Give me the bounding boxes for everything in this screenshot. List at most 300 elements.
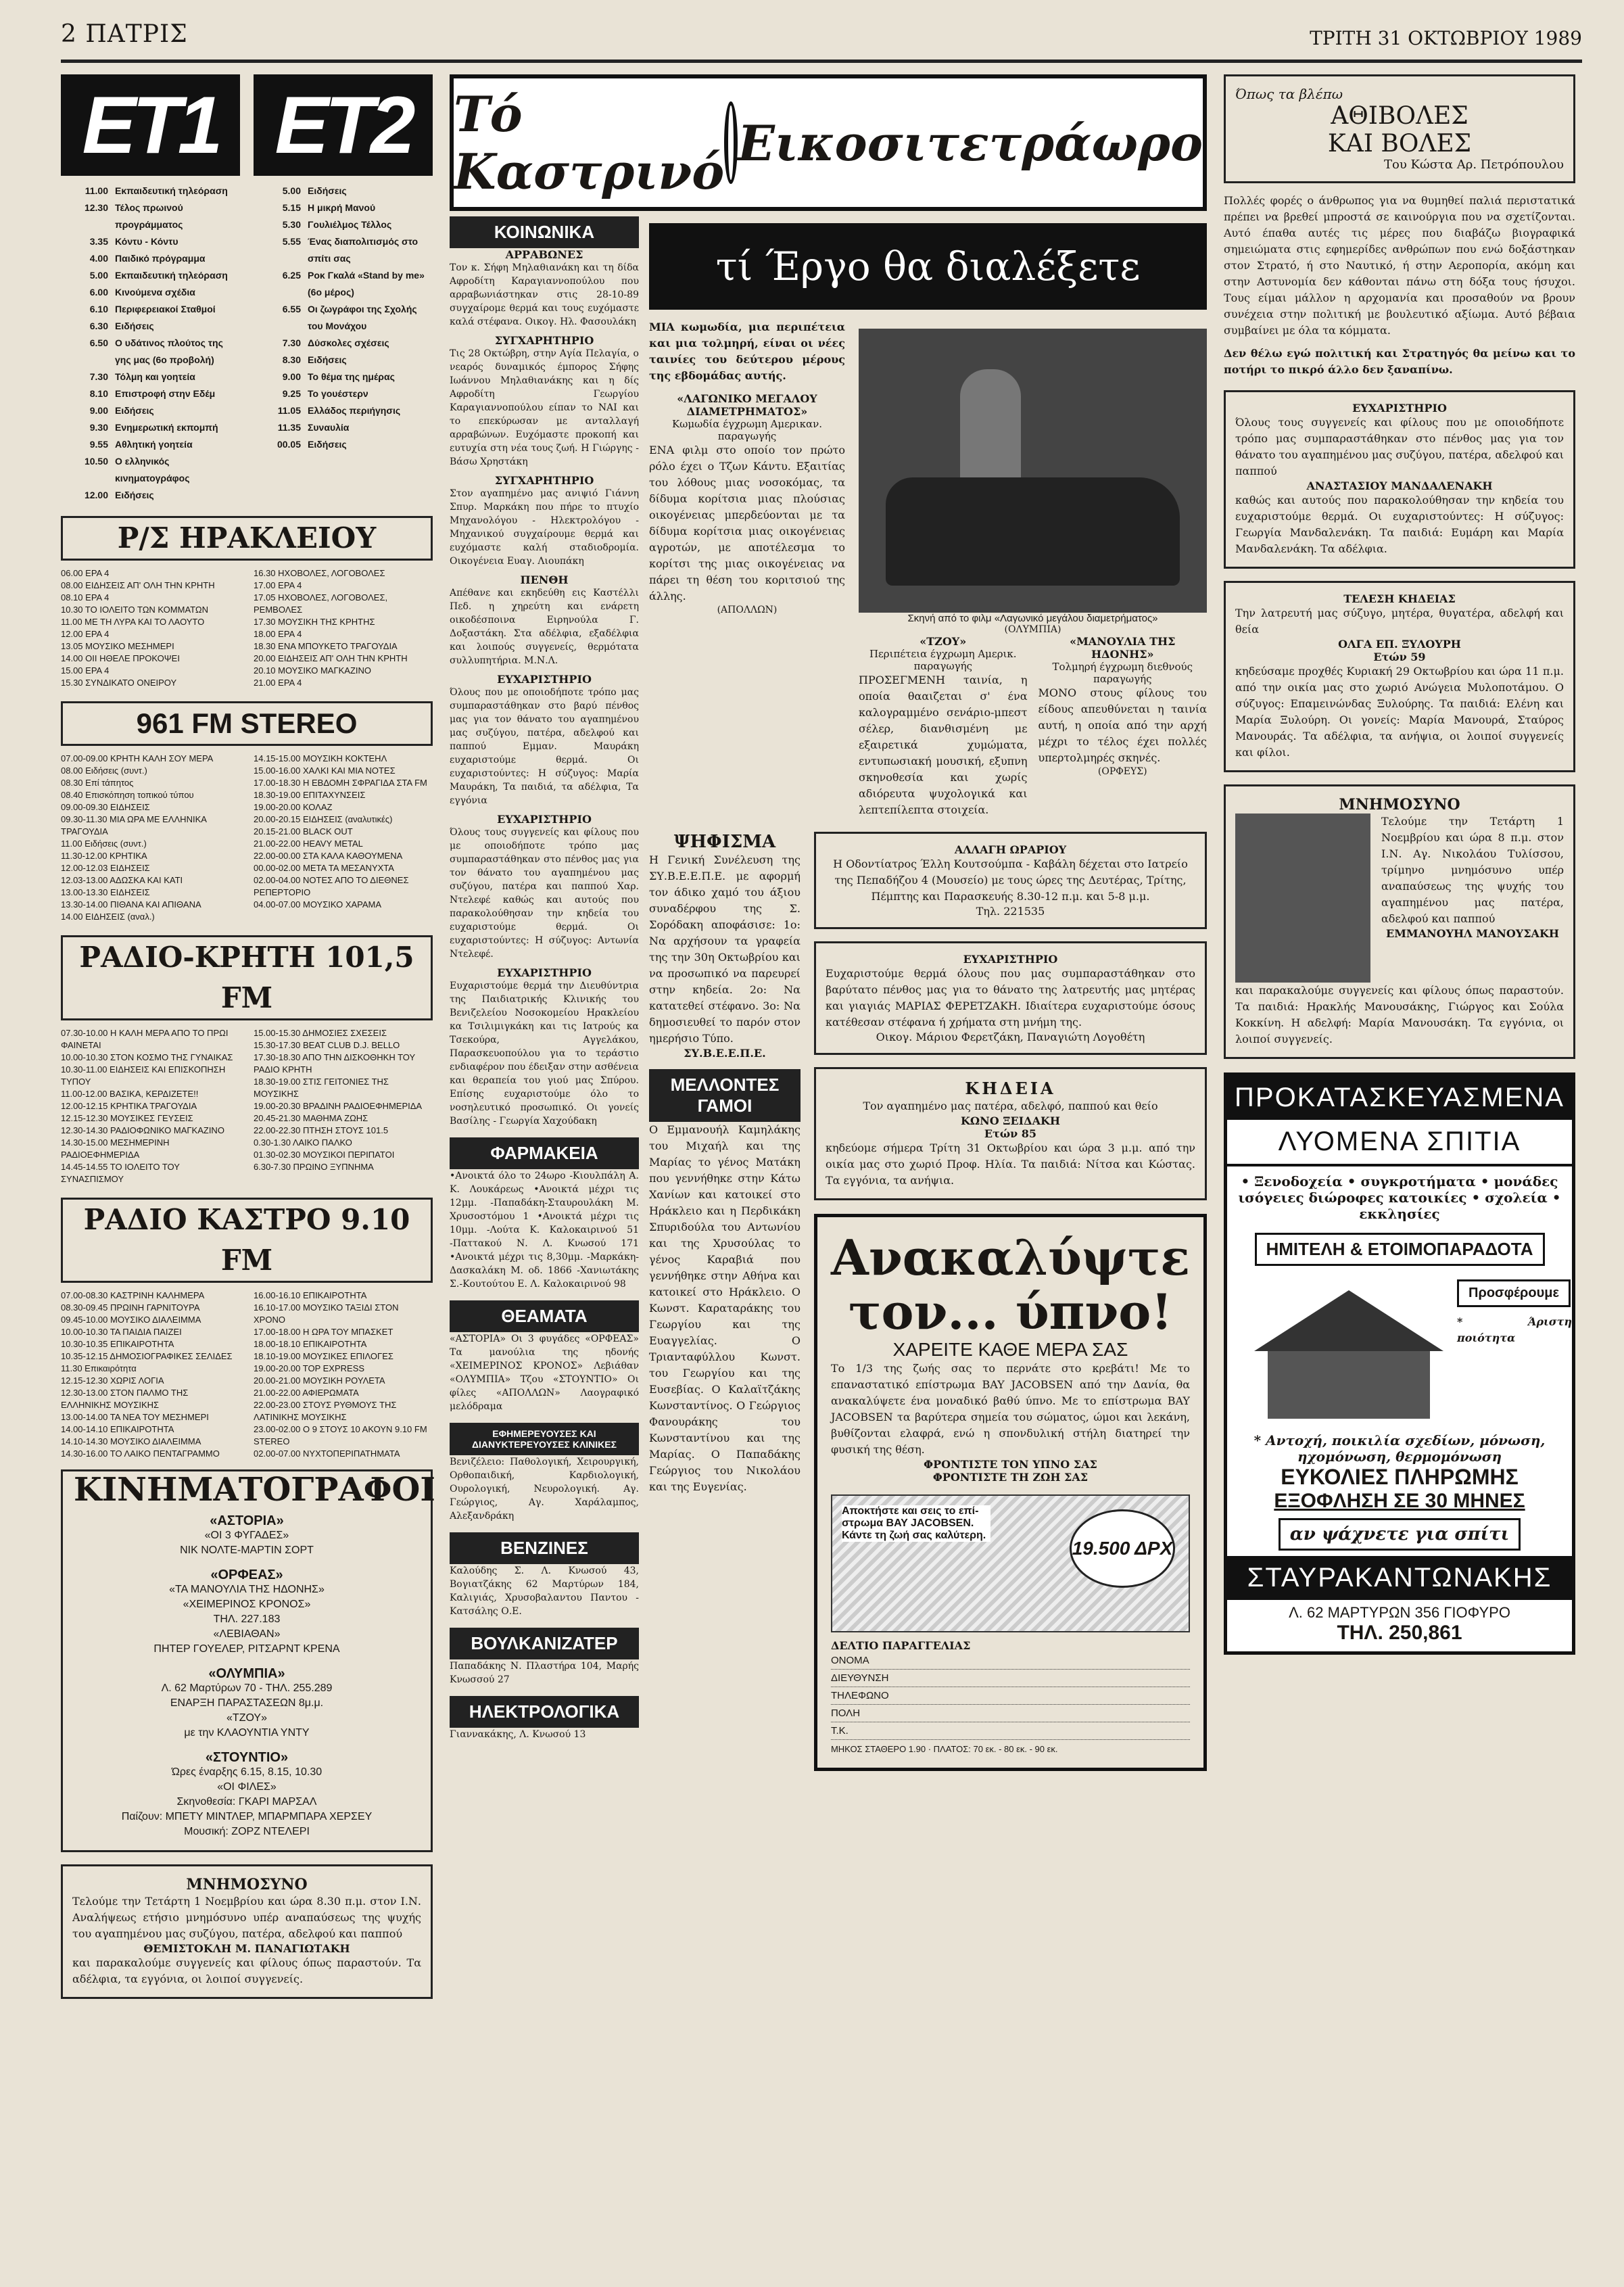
radio-listing-row: 08.10 ΕΡΑ 4 xyxy=(61,592,110,603)
memorial-notice-right xyxy=(1224,784,1575,1059)
tv-listing-row xyxy=(61,284,240,301)
radio-listing-row: 20.45-21.30 ΜΑΘΗΜΑ ΖΩΗΣ xyxy=(254,1113,368,1123)
tv-time: 12.30 xyxy=(84,202,108,213)
teleti-title: ΤΕΛΕΣΗ ΚΗΔΕΙΑΣ xyxy=(1343,592,1456,605)
cinema-line: «ΛΕΒΙΑΘΑΝ» xyxy=(213,1628,281,1640)
gamoi-label: ΜΕΛΛΟΝΤΕΣ ΓΑΜΟΙ xyxy=(649,1069,801,1122)
cinema-name: «ΟΡΦΕΑΣ» xyxy=(210,1567,283,1582)
right-column xyxy=(1224,74,1575,2272)
tv-listing-row xyxy=(61,250,240,267)
radio-listing-row: 21.00 ΕΡΑ 4 xyxy=(254,678,302,688)
cinema-line: «ΤΖΟΥ» xyxy=(226,1712,267,1724)
cinema-name: «ΟΛΥΜΠΙΑ» xyxy=(208,1666,285,1681)
kideia-name: ΚΩΝΟ ΞΕΙΔΑΚΗ xyxy=(960,1114,1061,1127)
kideia-rest: κηδεύομε σήμερα Τρίτη 31 Οκτωβρίου και ώρα 3 μ.μ. από την οικία μας στο χωριό Προφ. Ηλία. Τα παιδιά: Νίτσα και Κώστας. Τα εγγόνια, τα ανήψια. xyxy=(825,1141,1195,1187)
right-notices xyxy=(814,832,1207,1771)
movies-intro: ΜΙΑ κωμωδία, μια περιπέτεια και μια τολμηρή, είναι οι νέες ταινίες του δεύτερου μέρους της εβδομάδας αυτής. xyxy=(649,321,845,382)
coupon-field[interactable]: ΟΝΟΜΑ xyxy=(831,1652,1190,1670)
radio-listing-row: 16.30 ΗΧΟΒΟΛΕΣ, ΛΟΓΟΒΟΛΕΣ xyxy=(254,568,385,578)
credit-apollon: (ΑΠΟΛΛΩΝ) xyxy=(717,605,778,615)
tv-time: 8.10 xyxy=(89,388,108,399)
cinema-line: Λ. 62 Μαρτύρων 70 - ΤΗΛ. 255.289 xyxy=(161,1682,333,1694)
teleti-name: ΟΛΓΑ ΕΠ. ΞΥΛΟΥΡΗ xyxy=(1338,638,1461,651)
radio-listing-row: 09.00-09.30 ΕΙΔΗΣΕΙΣ xyxy=(61,802,150,812)
tv-listing-row xyxy=(61,419,240,436)
tv-time: 4.00 xyxy=(89,253,108,264)
radio-listing-row: 10.30 ΤΟ ΙΟΛΕΙΤΟ ΤΩΝ ΚΟΜΜΑΤΩΝ xyxy=(61,605,208,615)
radio-listing-row: 11.30 Επικαιρότητα xyxy=(61,1363,137,1373)
radio-listing-row: 12.03-13.00 ΑΔΩΣΚΑ ΚΑΙ ΚΑΤΙ xyxy=(61,875,183,885)
radio-listing-row: 22.00-00.00 ΣΤΑ ΚΑΛΑ ΚΑΘΟΥΜΕΝΑ xyxy=(254,851,403,861)
radio-listing-row: 07.00-08.30 ΚΑΣΤΡΙΝΗ ΚΑΛΗΜΕΡΑ xyxy=(61,1290,205,1300)
tv-time: 6.50 xyxy=(89,337,108,348)
tv-program: Το γουέστερν xyxy=(308,388,368,399)
houses-search: αν ψάχνετε για σπίτι xyxy=(1279,1518,1521,1551)
farmakeia-label: ΦΑΡΜΑΚΕΙΑ xyxy=(450,1137,639,1169)
radio-listing-row: 17.00-18.00 Η ΩΡΑ ΤΟΥ ΜΠΑΣΚΕΤ xyxy=(254,1327,393,1337)
film3-text: ΜΟΝΟ στους φίλους του είδους απευθύνεται η ταινία αυτή, η οποία από την αρχή μέχρι το τέλος έχει πολλές υπερτολμηρές σκηνές. xyxy=(1038,686,1207,764)
ert2-schedule xyxy=(254,183,433,453)
radio-listing-row: 17.30-18.30 ΑΠΟ ΤΗΝ ΔΙΣΚΟΘΗΚΗ ΤΟΥ ΡΑΔΙΟ ΚΡΗΤΗ xyxy=(254,1052,415,1075)
radio-listing-row: 02.00-07.00 ΝΥΧΤΟΠΕΡΙΠΑΤΗΜΑΤΑ xyxy=(254,1448,400,1459)
tv-listing-row xyxy=(254,267,433,301)
tv-program: Κόντυ - Κόντυ xyxy=(115,236,178,247)
radio-listing-row: 08.30-09.45 ΠΡΩΙΝΗ ΓΑΡΝΙΤΟΥΡΑ xyxy=(61,1302,200,1313)
tv-listing-row xyxy=(254,183,433,199)
arravones-text: Τον κ. Σήφη Μηλαθιανάκη και τη δίδα Αφροδίτη Καραγιαννοπούλου που αρραβωνιάστηκαν στις 28-10-89 συγχαίρομε θερμά και τους ευχόμαστε καλά στέφανα. Οικογ. Ηλ. Φασουλάκη xyxy=(450,262,639,327)
houses-head-2: ΛΥΟΜΕΝΑ ΣΠΙΤΙΑ xyxy=(1227,1120,1572,1166)
ert1-block xyxy=(61,74,240,504)
tv-listing-row xyxy=(61,335,240,369)
tv-listing-row xyxy=(254,369,433,385)
vulkanizater-text: Παπαδάκης Ν. Πλαστήρα 104, Μαρής Κνωσσού 27 xyxy=(450,1661,639,1685)
penthi-heading: ΠΕΝΘΗ xyxy=(520,573,569,586)
radio-listing-row: 11.30-12.00 ΚΡΗΤΙΚΑ xyxy=(61,851,147,861)
tv-listing-row xyxy=(61,183,240,199)
film2-sub: Περιπέτεια έγχρωμη Αμερικ. παραγωγής xyxy=(869,648,1017,672)
houses-q1: * Άριστη ποιότητα xyxy=(1457,1315,1572,1344)
coupon-title: ΔΕΛΤΙΟ ΠΑΡΑΓΓΕΛΙΑΣ xyxy=(830,1639,971,1652)
kideia-text: Τον αγαπημένο μας πατέρα, αδελφό, παππού και θείο xyxy=(863,1100,1158,1112)
tv-program: Ειδήσεις xyxy=(115,321,154,331)
tv-program: Συναυλία xyxy=(308,422,350,433)
tv-listing-row xyxy=(254,233,433,267)
radio-listing-row: 17.00-18.30 Η ΕΒΔΟΜΗ ΣΦΡΑΓΙΔΑ ΣΤΑ FM xyxy=(254,778,427,788)
issue-date: ΤΡΙΤΗ 31 ΟΚΤΩΒΡΙΟΥ 1989 xyxy=(1310,27,1582,49)
radio-listing-row: 18.00 ΕΡΑ 4 xyxy=(254,629,302,639)
photo-caption: Σκηνή από το φιλμ «Λαγωνικό μεγάλου διαμετρήματος» xyxy=(907,613,1158,624)
tv-time: 5.30 xyxy=(282,219,301,230)
banner-right-text: Εικοσιτετράωρο xyxy=(737,114,1203,172)
radio-listing-row: 0.30-1.30 ΛΑΙΚΟ ΠΑΛΚΟ xyxy=(254,1137,352,1148)
tv-time: 9.00 xyxy=(89,405,108,416)
radio-listing-row: 20.10 ΜΟΥΣΙΚΟ ΜΑΓΚΑΖΙΝΟ xyxy=(254,665,372,676)
radio-listing-row: 14.30-15.00 ΜΕΣΗΜΕΡΙΝΗ ΡΑΔΙΟΕΦΗΜΕΡΙΔΑ xyxy=(61,1137,170,1160)
houses-phone: ΤΗΛ. 250,861 xyxy=(1337,1622,1462,1644)
ert1-logo: ΕΤ1 xyxy=(61,74,240,176)
radio-listing-row: 20.00-21.00 ΜΟΥΣΙΚΗ ΡΟΥΛΕΤΑ xyxy=(254,1375,385,1386)
tv-time: 5.15 xyxy=(282,202,301,213)
sygxaritirio2-heading: ΣΥΓΧΑΡΗΤΗΡΙΟ xyxy=(494,474,594,487)
tv-program: Αθλητική γοητεία xyxy=(115,439,193,450)
radio-listing-row: 11.00 Ειδήσεις (συντ.) xyxy=(61,839,147,849)
cinema-line: «ΟΙ ΦΙΛΕΣ» xyxy=(217,1781,277,1793)
radio-listing-row: 12.00 ΕΡΑ 4 xyxy=(61,629,110,639)
house-wall xyxy=(1268,1351,1430,1419)
kastrino-banner xyxy=(450,74,1207,211)
cinema-entries xyxy=(74,1513,420,1839)
radio-listing-row: 22.00-22.30 ΠΤΗΣΗ ΣΤΟΥΣ 101.5 xyxy=(254,1125,389,1135)
radio-listing-row: 19.00-20.00 ΚΟΛΑΖ xyxy=(254,802,333,812)
tv-program: Ροκ Γκαλά «Stand by me» (6ο μέρος) xyxy=(308,270,425,298)
radio-listing-row: 15.00 ΕΡΑ 4 xyxy=(61,665,110,676)
kastro-title: ΡΑΔΙΟ ΚΑΣΤΡΟ 9.10 FM xyxy=(61,1198,433,1283)
teleti-text: Την λατρευτή μας σύζυγο, μητέρα, θυγατέρα, αδελφή και θεία xyxy=(1235,607,1564,636)
tv-time: 6.25 xyxy=(282,270,301,281)
eyxaristirio3-text: Ευχαριστούμε θερμά την Διευθύντρια της Παιδιατρικής Κλινικής του Βενιζελείου Νοσοκομείου Ηρακλείου κα Τσιλιμιγκάκη και τις Ιατρούς κα Τσεκούρα, Αγγελάκου, Παρασκευοπούλου για το τεράστιο ενδιαφέρον που έδειξαν στην ασθένεια και θεραπεία του γιού μας Σπύρου. Επίσης ευχαριστούμε όλο το νοσηλευτικό προσωπικό. Οι γονείς Βασίλης - Γεωργία Χαχούδακη xyxy=(450,981,639,1127)
tv-program: Γουλιέλμος Τέλλος xyxy=(308,219,392,230)
radiokriti-schedule xyxy=(61,1027,433,1185)
radio-listing-row: 19.00-20.30 ΒΡΑΔΙΝΗ ΡΑΔΙΟΕΦΗΜΕΡΙΔΑ xyxy=(254,1101,423,1111)
koinonika-label: ΚΟΙΝΩΝΙΚΑ xyxy=(450,216,639,248)
penthi-text: Απέθανε και εκηδεύθη εις Καστέλλι Πεδ. η χηρεύτη και ενάρετη οικοδέσποινα Ειρηνούλα Γ. Δοξαστάκη. Στα αδέλφια, εξαδέλφια και λοιπούς συγγενείς, θερμότατα συλλυπητήρια. Μ.Ν.Λ. xyxy=(450,588,639,666)
radio-listing-row: 21.00-22.00 ΑΦΙΕΡΩΜΑΤΑ xyxy=(254,1388,359,1398)
memorial-name: ΘΕΜΙΣΤΟΚΛΗ Μ. ΠΑΝΑΓΙΩΤΑΚΗ xyxy=(143,1942,350,1955)
radio-listing-row: 15.00-16.00 ΧΑΛΚΙ ΚΑΙ ΜΙΑ ΝΟΤΕΣ xyxy=(254,765,396,776)
radio-listing-row: 14.45-14.55 ΤΟ ΙΟΛΕΙΤΟ ΤΟΥ ΣΥΝΑΣΠΙΣΜΟΥ xyxy=(61,1162,180,1184)
cinema-title: ΚΙΝΗΜΑΤΟΓΡΑΦΟΙ xyxy=(74,1471,435,1509)
tv-time: 00.05 xyxy=(277,439,301,450)
radio-listing-row: 15.00-15.30 ΔΗΜΟΣΙΕΣ ΣΧΕΣΕΙΣ xyxy=(254,1028,387,1038)
tv-listing-row xyxy=(61,453,240,487)
tv-listing-row xyxy=(254,419,433,436)
tv-time: 12.00 xyxy=(84,490,108,500)
tv-time: 5.00 xyxy=(282,185,301,196)
cinema-line: «ΤΑ ΜΑΝΟΥΛΙΑ ΤΗΣ ΗΔΟΝΗΣ» xyxy=(169,1584,325,1595)
cinema-line: «ΟΙ 3 ΦΥΓΑΔΕΣ» xyxy=(204,1530,289,1541)
column-bold-end: Δεν θέλω εγώ πολιτική και Στρατηγός θα μείνω και το ποτήρι το πικρό άλλο δεν ξαναπίνω. xyxy=(1224,347,1575,376)
tv-time: 9.55 xyxy=(89,439,108,450)
schedule-change-notice xyxy=(814,832,1207,929)
eyx-mandal-rest: καθώς και αυτούς που παρακολούθησαν την κηδεία του ευχαριστούμε θερμά. Οι ευχαριστούντες: Η σύζυγος: Γεωργία Μανδαλενάκη. Τα παιδιά: Ευμάρη και Μαρία Μανδαλενάκη. Τα αδέλφια. xyxy=(1235,494,1564,555)
tv-listing-row xyxy=(61,402,240,419)
radio-listing-row: 10.35-12.15 ΔΗΜΟΣΙΟΓΡΑΦΙΚΕΣ ΣΕΛΙΔΕΣ xyxy=(61,1351,233,1361)
coupon-fields xyxy=(831,1652,1190,1740)
tv-time: 6.55 xyxy=(282,304,301,314)
film3-title: «ΜΑΝΟΥΛΙΑ ΤΗΣ ΗΔΟΝΗΣ» xyxy=(1070,635,1176,661)
radio-listing-row: 12.30-14.30 ΡΑΔΙΟΦΩΝΙΚΟ ΜΑΓΚΑΖΙΝΟ xyxy=(61,1125,224,1135)
tv-listing-row xyxy=(61,369,240,385)
ad-offer: Αποκτήστε και σεις το επί-στρωμα BAY JACOBSEN. Κάντε τη ζωή σας καλύτερη. xyxy=(842,1505,990,1542)
radio-listing-row: 20.00-20.15 ΕΙΔΗΣΕΙΣ (αναλυτικές) xyxy=(254,814,393,824)
radio-listing-row: 09.45-10.00 ΜΟΥΣΙΚΟ ΔΙΑΛΕΙΜΜΑ xyxy=(61,1315,201,1325)
tv-time: 9.30 xyxy=(89,422,108,433)
houses-pay-2: ΕΞΟΦΛΗΣΗ ΣΕ 30 ΜΗΝΕΣ xyxy=(1274,1490,1525,1512)
tv-program: Ειδήσεις xyxy=(308,354,347,365)
sygxaritirio2-text: Στον αγαπημένο μας ανιψιό Γιάννη Σπυρ. Μαρκάκη που πήρε το πτυχίο Μηχανολόγου - Ηλεκτρολόγου - Μηχανικού συγχαίρουμε θερμά και ευχόμαστε καλή σταδιοδρομία. Οικογένεια Ευαγ. Λιουπάκη xyxy=(450,488,639,567)
radio-listing-row: 20.00 ΕΙΔΗΣΕΙΣ ΑΠ' ΟΛΗ ΤΗΝ ΚΡΗΤΗ xyxy=(254,653,408,663)
gamoi-text: Ο Εμμανουήλ Καμηλάκης του Μιχαήλ και της Μαρίας το γένος Ματάκη που γεννήθηκε στην Κάτω Χανίων και κατοικεί στο Ηράκλειο και η Περδικάκη Σπυριδούλα του Αντωνίου και της Χρυσούλας το γένος Καραβιά που γεννήθηκε στην Αθήνα και κατοικεί στο Ηράκλειο. Ο Κωνστ. Καραταράκης του Γεωργίου και της Ευαγγελίας. Ο Τριανταφύλλου Κωνστ. του Γεωργίου και της Ευσεβίας. Ο Καλαϊτζάκης Κωνσταντίνος. Ο Γεώργιος Φανουράκης του Κωνσταντίνου και της Μαρίας. Ο Παπαδάκης Γεώργιος του Νικολάου και της Ευγενίας. xyxy=(649,1123,801,1493)
credit-orfeas: (ΟΡΦΕΥΣ) xyxy=(1097,766,1147,777)
houses-addr: Λ. 62 ΜΑΡΤΥΡΩΝ 356 ΓΙΟΦΥΡΟ xyxy=(1289,1604,1510,1621)
column-author: Του Κώστα Αρ. Πετρόπουλου xyxy=(1384,158,1564,172)
film3-sub: Τολμηρή έγχρωμη διεθνούς παραγωγής xyxy=(1052,661,1193,685)
radio-listing-row: 15.30-17.30 BEAT CLUB D.J. BELLO xyxy=(254,1040,400,1050)
film1-title: «ΛΑΓΩΝΙΚΟ ΜΕΓΑΛΟΥ ΔΙΑΜΕΤΡΗΜΑΤΟΣ» xyxy=(677,392,817,418)
sygxaritirio1-heading: ΣΥΓΧΑΡΗΤΗΡΙΟ xyxy=(494,334,594,347)
ad-headline-2: τον... ύπνο! xyxy=(849,1283,1172,1340)
radio-listing-row: 09.30-11.30 ΜΙΑ ΩΡΑ ΜΕ ΕΛΛΗΝΙΚΑ ΤΡΑΓΟΥΔΙΑ xyxy=(61,814,207,836)
radio-listing-row: 06.00 ΕΡΑ 4 xyxy=(61,568,110,578)
tv-listing-row xyxy=(61,233,240,250)
radio-listing-row: 10.00-10.30 ΣΤΟΝ ΚΟΣΜΟ ΤΗΣ ΓΥΝΑΙΚΑΣ xyxy=(61,1052,233,1062)
tv-program: Ειδήσεις xyxy=(308,439,347,450)
coupon-field[interactable]: ΔΙΕΥΘΥΝΣΗ xyxy=(831,1670,1190,1687)
house-illustration xyxy=(1241,1277,1443,1425)
teleti-age: Ετών 59 xyxy=(1373,651,1426,663)
funeral-notice-center xyxy=(814,1067,1207,1200)
radio-listing-row: 13.00-13.30 ΕΙΔΗΣΕΙΣ xyxy=(61,887,150,897)
radio-listing-row: 21.00-22.00 HEAVY METAL xyxy=(254,839,363,849)
mnimosyno-right-rest: και παρακαλούμε συγγενείς και φίλους όπως παραστούν. Τα παιδιά: Ηρακλής Μανουσάκης, Γιώργος και Σούλα Κοκκίνη. Η αδελφή: Μαρία Μανουσάκη. Τα εγγόνια, οι λοιποί συγγενείς. xyxy=(1235,984,1564,1045)
cinema-line: ΕΝΑΡΞΗ ΠΑΡΑΣΤΑΣΕΩΝ 8μ.μ. xyxy=(170,1697,324,1709)
radio-listing-row: 17.00 ΕΡΑ 4 xyxy=(254,580,302,590)
cinema-line: με την ΚΛΑΟΥΝΤΙΑ ΥΝΤΥ xyxy=(184,1727,310,1739)
houses-offer: Προσφέρουμε xyxy=(1457,1279,1571,1307)
mnimosyno-right-text: Τελούμε την Τετάρτη 1 Νοεμβρίου και ώρα 8 π.μ. στον Ι.Ν. Αγ. Νικολάου Τυλίσσου, τρίμηνο μνημόσυνο υπέρ αναπαύσεως της ψυχής του αγαπημένου μας πατέρα, αδελφού και παππού xyxy=(1381,815,1564,925)
radio-listing-row: 20.15-21.00 BLACK OUT xyxy=(254,826,353,836)
tv-program: Ειδήσεις xyxy=(115,405,154,416)
houses-line-1: • Ξενοδοχεία • συγκροτήματα • μονάδες ισόγειες διώροφες κατοικίες • σχολεία • εκκλησίες xyxy=(1238,1173,1561,1222)
film-still-photo xyxy=(859,329,1207,613)
tv-listing-row xyxy=(61,267,240,284)
ert2-logo: ΕΤ2 xyxy=(254,74,433,176)
coupon-field[interactable]: ΠΟΛΗ xyxy=(831,1705,1190,1722)
radio-listing-row: 08.00 Ειδήσεις (συντ.) xyxy=(61,765,147,776)
tv-program: Ειδήσεις xyxy=(115,490,154,500)
movies-column xyxy=(649,203,1207,2265)
cinema-line: Παίζουν: ΜΠΕΤΥ ΜΙΝΤΛΕΡ, ΜΠΑΡΜΠΑΡΑ ΧΕΡΣΕΥ xyxy=(121,1811,373,1822)
radio-listing-row: 18.30-19.00 ΣΤΙΣ ΓΕΙΤΟΝΙΕΣ ΤΗΣ ΜΟΥΣΙΚΗΣ xyxy=(254,1077,389,1099)
tv-listing-row xyxy=(254,402,433,419)
portrait-photo xyxy=(1235,814,1370,983)
radio-listing-row: 15.30 ΣΥΝΔΙΚΑΤΟ ΟΝΕΙΡΟΥ xyxy=(61,678,177,688)
houses-company: ΣΤΑΥΡΑΚΑΝΤΩΝΑΚΗΣ xyxy=(1227,1556,1572,1600)
ad-headline-1: Ανακαλύψτε xyxy=(830,1229,1190,1286)
tv-time: 5.55 xyxy=(282,236,301,247)
memorial-text: Τελούμε την Τετάρτη 1 Νοεμβρίου και ώρα 8.30 π.μ. στον Ι.Ν. Αναλήψεως ετήσιο μνημόσυνο υπέρ αναπαύσεως της ψυχής του αγαπημένου μας συζύγου, πατέρα, αδελφού και παππού xyxy=(72,1895,421,1940)
tv-listing-row xyxy=(61,199,240,233)
radio-listing-row: 10.00-10.30 ΤΑ ΠΑΙΔΙΑ ΠΑΙΖΕΙ xyxy=(61,1327,182,1337)
tv-time: 6.10 xyxy=(89,304,108,314)
cinema-line: Ώρες έναρξης 6.15, 8.15, 10.30 xyxy=(171,1766,323,1778)
kideia-title: ΚΗΔΕΙΑ xyxy=(965,1079,1056,1098)
ert1-schedule xyxy=(61,183,240,504)
mnimosyno-right-title: ΜΝΗΜΟΣΥΝΟ xyxy=(1339,796,1460,814)
column-kicker: Όπως τα βλέπω xyxy=(1235,86,1343,102)
memorial-notice-left xyxy=(61,1864,433,1999)
radio-listing-row: 12.15-12.30 ΜΟΥΣΙΚΕΣ ΓΕΥΣΕΙΣ xyxy=(61,1113,193,1123)
houses-semi: ΗΜΙΤΕΛΗ & ΕΤΟΙΜΟΠΑΡΑΔΟΤΑ xyxy=(1255,1233,1545,1266)
radio-listing-row: 02.00-04.00 ΝΟΤΕΣ ΑΠΟ ΤΟ ΔΙΕΘΝΕΣ ΡΕΠΕΡΤΟΡΙΟ xyxy=(254,875,409,897)
sygxaritirio1-text: Τις 28 Οκτώβρη, στην Αγία Πελαγία, ο νεαρός δυναμικός έμπορος Σήφης Ιωάννου Μηλαθιανάκης και η δίς Αφροδίτη Γεωργίου Καραγιαννοπούλου είπαν το ΝΑΙ και το επεκύρωσαν με ανταλλαγή αρραβώνων. Ευχόμαστε προκοπή και ευτυχία στη νέα τους ζωή. Η Γιώργης - Βάσω Χρηστάκη xyxy=(450,348,639,467)
tv-listing-row xyxy=(254,352,433,369)
psifisma-title: ΨΗΦΙΣΜΑ xyxy=(673,832,776,852)
radio-heraklion-schedule xyxy=(61,567,433,689)
tv-program: Το θέμα της ημέρας xyxy=(308,371,395,382)
radiokriti-title: ΡΑΔΙΟ-ΚΡΗΤΗ 101,5 FM xyxy=(61,935,433,1020)
thanks-mandalenaki xyxy=(1224,390,1575,569)
radio-listing-row: 14.00-14.10 ΕΠΙΚΑΙΡΟΤΗΤΑ xyxy=(61,1424,174,1434)
tv-time: 3.35 xyxy=(89,236,108,247)
tv-time: 11.35 xyxy=(277,422,301,433)
movie-photo-block xyxy=(859,319,1207,818)
radio-listing-row: 13.30-14.00 ΠΙΘΑΝΑ ΚΑΙ ΑΠΙΘΑΝΑ xyxy=(61,899,201,910)
tv-program: Τόλμη και γοητεία xyxy=(115,371,195,382)
tv-listing-row xyxy=(254,436,433,453)
eyx-maria-title: ΕΥΧΑΡΙΣΤΗΡΙΟ xyxy=(963,953,1058,966)
radio-listing-row: 16.10-17.00 ΜΟΥΣΙΚΟ ΤΑΞΙΔΙ ΣΤΟΝ ΧΡΟΝΟ xyxy=(254,1302,399,1325)
radio-listing-row: 04.00-07.00 ΜΟΥΣΙΚΟ ΧΑΡΑΜΑ xyxy=(254,899,382,910)
psifisma-text: Η Γενική Συνέλευση της ΣΥ.Β.Ε.Ε.Π.Ε. με αφορμή τον άδικο χαμό του άξιου συναδέρφου της Σ. Σορόδακη αποφάσισε: 1ο: Να αρχήσουν τα γραφεία της την 30η Οκτωβρίου και να προσωπικό να παρευρεί στην κηδεία. 2ο: Να κατατεθεί στέφανο. 3ο: Να δημοσιευθεί το παρόν στον ημερήσιο Τύπο. xyxy=(649,853,801,1045)
eyx-maria-sign: Οικογ. Μάριου Φερετζάκη, Παναγιώτη Λογοθέτη xyxy=(876,1031,1145,1043)
theamata-text: «ΑΣΤΟΡΙΑ» Οι 3 φυγάδες «ΟΡΦΕΑΣ» Τα μανούλια της ηδονής «ΧΕΙΜΕΡΙΝΟΣ ΚΡΟΝΟΣ» Λεβιάθαν «ΟΛΥΜΠΙΑ» Τζου «ΣΤΟΥΝΤΙΟ» Οι φίλες «ΑΠΟΛΛΩΝ» Λαογραφικό μελόδραμα xyxy=(450,1334,639,1412)
radio-listing-row: 14.30-16.00 ΤΟ ΛΑΙΚΟ ΠΕΝΤΑΓΡΑΜΜΟ xyxy=(61,1448,220,1459)
tv-program: Οι ζωγράφοι της Σχολής του Μονάχου xyxy=(308,304,417,331)
tv-program: Η μικρή Μανού xyxy=(308,202,376,213)
mattress-ad xyxy=(814,1214,1207,1771)
listings-column xyxy=(61,74,433,2272)
radio-listing-row: 18.30 ΕΝΑ ΜΠΟΥΚΕΤΟ ΤΡΑΓΟΥΔΙΑ xyxy=(254,641,398,651)
tv-listing-row xyxy=(254,385,433,402)
radio-listing-row: 14.15-15.00 ΜΟΥΣΙΚΗ ΚΟΚΤΕΗΛ xyxy=(254,753,387,763)
coupon-field[interactable]: Τ.Κ. xyxy=(831,1722,1190,1740)
eyxaristirio1-text: Όλους που με οποιοδήποτε τρόπο μας συμπαραστάθηκαν στο βαρύ πένθος μας για τον θάνατο του αγαπημένου μας συζύγου, πατέρα, αδελφού και παππού Εμμαν. Μαυράκη ευχαριστούμε θερμά. Οι ευχαριστούντες: Η σύζυγος: Μαρία Μαυράκη, Τα παιδιά, τα αδέλφια, Τα εγγόνια xyxy=(450,687,639,806)
tv-program: Ειδήσεις xyxy=(308,185,347,196)
tv-time: 9.25 xyxy=(282,388,301,399)
houses-pay: ΕΥΚΟΛΙΕΣ ΠΛΗΡΩΜΗΣ xyxy=(1281,1465,1519,1489)
car-figure xyxy=(886,477,1180,586)
tv-time: 6.30 xyxy=(89,321,108,331)
thanks-feretzaki xyxy=(814,941,1207,1055)
tv-time: 7.30 xyxy=(89,371,108,382)
vulkanizater-label: ΒΟΥΛΚΑΝΙΖΑΤΕΡ xyxy=(450,1628,639,1659)
farmakeia-text: •Ανοικτά όλο το 24ωρο -Κιουλπάλη Α. Κ. Λουκάρεως •Ανοικτά μέχρι τις 12μμ. -Παπαδάκη-Σταυρουλάκη Μ. Χρυσοστόμου 1 •Ανοικτά μέχρι τις 10μμ. -Λούτα Κ. Καλοκαιρινού 51 -Παττακού Ν. Λ. Κνωσού 171 •Ανοικτά μέχρι τις 8,30μμ. -Μαρκάκη-Δασκαλάκη Μ. οδ. 1866 -Χανιωτάκης Σ.-Κουτούτου Ε. Λ. Καλοκαιρινού 98 xyxy=(450,1171,639,1290)
tv-time: 6.00 xyxy=(89,287,108,298)
tv-program: Εκπαιδευτική τηλεόραση xyxy=(115,185,228,196)
radio-listing-row: 17.30 ΜΟΥΣΙΚΗ ΤΗΣ ΚΡΗΤΗΣ xyxy=(254,617,375,627)
radio-listing-row: 08.30 Επί τάπητος xyxy=(61,778,134,788)
tv-listing-row xyxy=(254,301,433,335)
tv-listing-row xyxy=(254,335,433,352)
credit-olympia: (ΟΛΥΜΠΙΑ) xyxy=(1004,624,1061,635)
tv-program: Παιδικό πρόγραμμα xyxy=(115,253,206,264)
radio-listing-row: 18.30-19.00 ΕΠΙΤΑΧΥΝΣΕΙΣ xyxy=(254,790,366,800)
banner-box xyxy=(450,74,1207,211)
tv-program: Επιστροφή στην Εδέμ xyxy=(115,388,216,399)
radio-listing-row: 18.00-18.10 ΕΠΙΚΑΙΡΟΤΗΤΑ xyxy=(254,1339,367,1349)
film-title-banner: τί Έργο θα διαλέξετε xyxy=(649,223,1207,310)
tv-listing-row xyxy=(61,318,240,335)
kideia-age: Ετών 85 xyxy=(984,1127,1037,1140)
tv-program: Ελλάδος περιήγησις xyxy=(308,405,401,416)
tv-time: 5.00 xyxy=(89,270,108,281)
allagi-text: Η Οδοντίατρος Έλλη Κουτσούμπα - Καβάλη δέχεται στο Ιατρείο της Πεπαδήζου 4 (Μουσείο) με τους ώρες της Δευτέρας, Τρίτης, Πέμπτης και Παρασκευής 8.30-12 π.μ. και 5-8 μ.μ. xyxy=(833,857,1188,903)
ad-slogan-2: ΦΡΟΝΤΙΣΤΕ ΤΗ ΖΩΗ ΣΑΣ xyxy=(932,1471,1089,1484)
allagi-phone: Τηλ. 221535 xyxy=(976,905,1045,918)
tv-program: Τέλος πρωινού προγράμματος xyxy=(115,202,183,230)
tv-time: 11.00 xyxy=(85,185,108,196)
eyxaristirio2-heading: ΕΥΧΑΡΙΣΤΗΡΙΟ xyxy=(497,813,592,826)
movie-reviews-left xyxy=(649,319,845,818)
ad-slogan-1: ΦΡΟΝΤΙΣΤΕ ΤΟΝ ΥΠΝΟ ΣΑΣ xyxy=(924,1458,1097,1471)
radio-listing-row: 08.40 Επισκόπηση τοπικού τύπου xyxy=(61,790,194,800)
radio-listing-row: 18.10-19.00 ΜΟΥΣΙΚΕΣ ΕΠΙΛΟΓΕΣ xyxy=(254,1351,393,1361)
tv-time: 10.50 xyxy=(84,456,108,467)
tv-program: Δύσκολες σχέσεις xyxy=(308,337,389,348)
ilektrologika-label: ΗΛΕΚΤΡΟΛΟΓΙΚΑ xyxy=(450,1696,639,1728)
column-title-1: ΑΘΙΒΟΛΕΣ xyxy=(1331,102,1468,130)
radio-listing-row: 12.30-13.00 ΣΤΟΝ ΠΑΛΜΟ ΤΗΣ ΕΛΛΗΝΙΚΗΣ ΜΟΥΣΙΚΗΣ xyxy=(61,1388,189,1410)
tv-time: 8.30 xyxy=(282,354,301,365)
tv-program: Ενημερωτική εκπομπή xyxy=(115,422,218,433)
ert2-block xyxy=(254,74,433,504)
social-column xyxy=(450,74,639,2272)
benzines-text: Καλούδης Σ. Λ. Κνωσού 43, Βογιατζάκης 62 Μαρτύρων 184, Καλιγιάς, Χρυσοβαλαντου Παντου - Κατσάλης Ο.Ε. xyxy=(450,1565,639,1617)
radio-listing-row: 14.00 ΟΙΙ ΗΘΕΛΕ ΠΡΟΚΟΨΕΙ xyxy=(61,653,180,663)
mattress-illustration xyxy=(831,1494,1190,1632)
cinema-line: Μουσική: ΖΟΡΖ ΝΤΕΛΕΡΙ xyxy=(184,1826,310,1837)
mnimosyno-right-name: ΕΜΜΑΝΟΥΗΛ ΜΑΝΟΥΣΑΚΗ xyxy=(1386,927,1559,940)
cinema-line: ΠΗΤΕΡ ΓΟΥΕΛΕΡ, ΡΙΤΣΑΡΝΤ ΚΡΕΝΑ xyxy=(153,1643,340,1655)
cinema-line: ΝΙΚ ΝΟΛΤΕ-ΜΑΡΤΙΝ ΣΟΡΤ xyxy=(180,1545,314,1556)
radio-listing-row: 12.00-12.03 ΕΙΔΗΣΕΙΣ xyxy=(61,863,150,873)
tv-time: 7.30 xyxy=(282,337,301,348)
fm961-schedule xyxy=(61,753,433,923)
eyx-maria-text: Ευχαριστούμε θερμά όλους που μας συμπαραστάθηκαν στο βαρύτατο πένθος μας για το θάνατο της λατρευτής μας μητέρας και γιαγιάς ΜΑΡΙΑΣ ΦΕΡΕΤΖΑΚΗ. Ιδιαίτερα ευχαριστούμε όσους κατέθεσαν στέφανα ή χρήματα στη μνήμη της. xyxy=(825,967,1195,1029)
tv-program: Ο ελληνικός κινηματογράφος xyxy=(115,456,190,484)
coupon-field[interactable]: ΤΗΛΕΦΩΝΟ xyxy=(831,1687,1190,1705)
tv-program: Εκπαιδευτική τηλεόραση xyxy=(115,270,228,281)
houses-q2: * Αντοχή, ποικιλία σχεδίων, μόνωση, ηχομόνωση, θερμομόνωση xyxy=(1253,1432,1546,1465)
radio-listing-row: 22.00-23.00 ΣΤΟΥΣ ΡΥΘΜΟΥΣ ΤΗΣ ΛΑΤΙΝΙΚΗΣ ΜΟΥΣΙΚΗΣ xyxy=(254,1400,397,1422)
radio-listing-row: 14.10-14.30 ΜΟΥΣΙΚΟ ΔΙΑΛΕΙΜΜΑ xyxy=(61,1436,201,1446)
radio-listing-row: 12.00-12.15 ΚΡΗΤΙΚΑ ΤΡΑΓΟΥΔΙΑ xyxy=(61,1101,197,1111)
tv-listing-row xyxy=(254,216,433,233)
cinema-line: «ΧΕΙΜΕΡΙΝΟΣ ΚΡΟΝΟΣ» xyxy=(183,1599,311,1610)
cinema-line: Σκηνοθεσία: ΓΚΑΡΙ ΜΑΡΣΑΛ xyxy=(176,1796,317,1808)
tv-listing-row xyxy=(61,436,240,453)
tv-program: Περιφερειακοί Σταθμοί xyxy=(115,304,216,314)
radio-listing-row: 16.00-16.10 ΕΠΙΚΑΙΡΟΤΗΤΑ xyxy=(254,1290,367,1300)
radio-listing-row: 17.05 ΗΧΟΒΟΛΕΣ, ΛΟΓΟΒΟΛΕΣ, ΡΕΜΒΟΛΕΣ xyxy=(254,592,388,615)
ad-body: Το 1/3 της ζωής σας το περνάτε στο κρεβάτι! Με το επαναστατικό επίστρωμα BAY JACOBSEN από την Δανία, θα ανακαλύψετε ένα μοναδικό βαθύ ύπνο. Με το επίστρωμα BAY JACOBSEN τα βαρύτερα σημεία του σώματος, ώμοι και λεκάνη, βυθίζονται ελαφρά, ενώ η σπονδυλική στήλη διατηρεί την φυσική της θέση. xyxy=(830,1362,1190,1456)
benzines-label: ΒΕΝΖΙΝΕΣ xyxy=(450,1532,639,1564)
film1-sub: Κωμωδία έγχρωμη Αμερικαν. παραγωγής xyxy=(671,418,823,442)
house-roof xyxy=(1254,1290,1443,1351)
banner-left-text: Τό Καστρινό xyxy=(454,85,725,200)
memorial-title: ΜΝΗΜΟΣΥΝΟ xyxy=(186,1876,308,1893)
allagi-title: ΑΛΛΑΓΗ ΩΡΑΡΙΟΥ xyxy=(954,843,1067,856)
column-text: Πολλές φορές ο άνθρωπος για να θυμηθεί παλιά περιστατικά πρέπει να βρεθεί μπροστά σε καινούργια που να σχετίζονται. Αυτό έπαθα αυτές τις μέρες που διαβάζω βιογραφικά σημειώματα στις εφημερίδες ανθρώπων που ενώ δοξάστηκαν στον Στρατό, ή στο Ναυτικό, ή στην Αεροπορία, ακόμη και στην Αστυνομία δεν κάθονται πάνω στη δόξα τους ήσυχοι. Τους είμαι μάλλον η αρχομανία και προσαθούν να βρουν συνέχεια στην πολιτική με βουλευτικό αξίωμα. Αυτό βέβαια συμβαίνει με όλα τα κόμματα. xyxy=(1224,194,1575,337)
radio-listing-row: 01.30-02.30 ΜΟΥΣΙΚΟΙ ΠΕΡΙΠΑΤΟΙ xyxy=(254,1150,395,1160)
efimereuouses-label: ΕΦΗΜΕΡΕΥΟΥΣΕΣ ΚΑΙ ΔΙΑΝΥΚΤΕΡΕΥΟΥΣΕΣ ΚΛΙΝΙΚΕΣ xyxy=(450,1423,639,1455)
prefab-houses-ad xyxy=(1224,1072,1575,1655)
eyx-mandal-text: Όλους τους συγγενείς και φίλους που με οποιοδήποτε τρόπο μας συμπαραστάθηκαν στο πένθος μας για τον θάνατο του αγαπημένου μας συζύγου, πατέρα, αδελφού και παππού xyxy=(1235,416,1564,477)
eyxaristirio2-text: Όλους τους συγγενείς και φίλους που με οποιοδήποτε τρόπο μας συμπαραστάθηκαν στο πένθος μας για τον θάνατο του αγαπημένου μας συζύγου, πατέρα και παππού Χαρ. Ντελεφέ καθώς και αυτούς που παρακολούθησαν την κηδεία του ευχαριστούμε θερμά. Οι ευχαριστούντες: Η σύζυγος: Αντωνία Ντελεφέ. xyxy=(450,827,639,960)
memorial-closing: και παρακαλούμε συγγενείς και φίλους όπως παραστούν. Τα αδέλφια, τα εγγόνια, οι λοιποί συγγενείς. xyxy=(72,1956,421,1985)
page-header xyxy=(61,20,1582,63)
